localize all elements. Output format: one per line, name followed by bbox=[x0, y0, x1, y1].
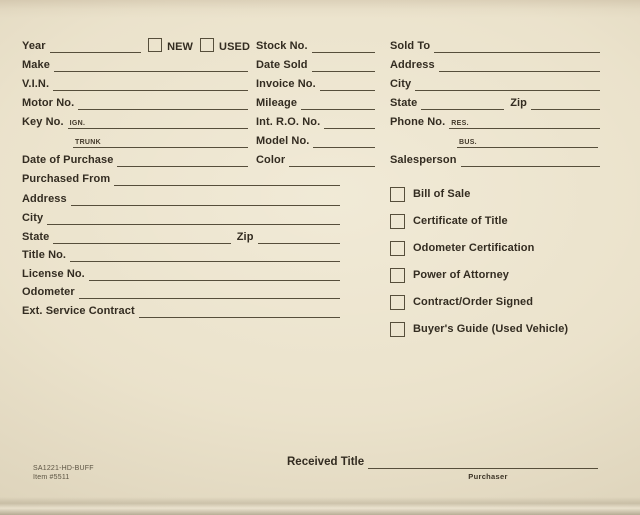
model-no-label: Model No. bbox=[256, 135, 310, 147]
buyer-state-input-line[interactable] bbox=[421, 95, 504, 110]
stock-no-label: Stock No. bbox=[256, 40, 308, 52]
field-row-color bbox=[256, 153, 375, 167]
field-row-make bbox=[22, 58, 248, 72]
buyer-state-label: State bbox=[390, 97, 418, 109]
power-of-attorney-checkbox[interactable] bbox=[390, 268, 405, 283]
odometer-certification-checkbox[interactable] bbox=[390, 241, 405, 256]
item-number: Item #5511 bbox=[33, 474, 70, 482]
title-no-input-line[interactable] bbox=[70, 247, 340, 262]
purchased-from-input-line[interactable] bbox=[114, 171, 340, 186]
phone-no-label: Phone No. bbox=[390, 116, 446, 128]
power-of-attorney-label: Power of Attorney bbox=[413, 269, 510, 281]
new-checkbox[interactable] bbox=[148, 38, 162, 52]
field-row-key-no-trunk bbox=[73, 134, 248, 148]
received-title-signature-line[interactable] bbox=[368, 453, 598, 469]
field-row-date-of-purchase bbox=[22, 153, 248, 167]
field-row-license-no bbox=[22, 267, 340, 281]
field-row-seller-city bbox=[22, 211, 340, 225]
contract-order-signed-checkbox[interactable] bbox=[390, 295, 405, 310]
make-input-line[interactable] bbox=[54, 57, 248, 72]
part-number: SA1221-HD-BUFF bbox=[33, 465, 94, 472]
envelope-bottom-edge bbox=[0, 497, 640, 515]
seller-city-input-line[interactable] bbox=[47, 210, 340, 225]
field-row-purchased-from bbox=[22, 172, 340, 186]
vin-label: V.I.N. bbox=[22, 78, 50, 90]
title-no-label: Title No. bbox=[22, 249, 67, 261]
received-title-label: Received Title bbox=[287, 456, 365, 468]
buyer-city-label: City bbox=[390, 78, 412, 90]
color-label: Color bbox=[256, 154, 286, 166]
int-ro-no-label: Int. R.O. No. bbox=[256, 116, 321, 128]
used-checkbox[interactable] bbox=[200, 38, 214, 52]
field-row-invoice-no bbox=[256, 77, 375, 91]
field-row-vin bbox=[22, 77, 248, 91]
license-no-label: License No. bbox=[22, 268, 85, 280]
model-no-input-line[interactable] bbox=[313, 133, 375, 148]
odometer-label: Odometer bbox=[22, 286, 75, 298]
field-row-key-no-ign bbox=[22, 115, 248, 129]
color-input-line[interactable] bbox=[289, 152, 375, 167]
checklist-row-certificate-of-title bbox=[390, 213, 508, 229]
buyer-city-input-line[interactable] bbox=[415, 76, 600, 91]
seller-state-input-line[interactable] bbox=[53, 229, 230, 244]
bill-of-sale-checkbox[interactable] bbox=[390, 187, 405, 202]
odometer-input-line[interactable] bbox=[79, 284, 340, 299]
seller-state-label: State bbox=[22, 231, 50, 243]
date-sold-label: Date Sold bbox=[256, 59, 308, 71]
field-row-stock-no bbox=[256, 39, 375, 53]
field-row-ext-service-contract bbox=[22, 304, 340, 318]
buyer-address-input-line[interactable] bbox=[439, 57, 600, 72]
date-sold-input-line[interactable] bbox=[312, 57, 375, 72]
field-row-date-sold bbox=[256, 58, 375, 72]
year-input-line[interactable] bbox=[50, 38, 141, 53]
ext-service-contract-label: Ext. Service Contract bbox=[22, 305, 135, 317]
ext-service-contract-input-line[interactable] bbox=[139, 303, 340, 318]
sold-to-label: Sold To bbox=[390, 40, 431, 52]
purchaser-caption: Purchaser bbox=[468, 472, 508, 481]
field-row-int-ro-no bbox=[256, 115, 375, 129]
salesperson-label: Salesperson bbox=[390, 154, 457, 166]
field-row-phone-res bbox=[390, 115, 600, 129]
field-row-seller-state-zip bbox=[22, 230, 340, 244]
field-row-mileage bbox=[256, 96, 375, 110]
seller-zip-label: Zip bbox=[236, 231, 254, 243]
checklist-row-power-of-attorney bbox=[390, 267, 509, 283]
used-checkbox-label: USED bbox=[219, 41, 250, 53]
checklist-row-bill-of-sale bbox=[390, 186, 470, 202]
stock-no-input-line[interactable] bbox=[312, 38, 375, 53]
phone-bus-input-line[interactable] bbox=[457, 133, 598, 148]
invoice-no-label: Invoice No. bbox=[256, 78, 316, 90]
mileage-input-line[interactable] bbox=[301, 95, 375, 110]
res-label: RES. bbox=[451, 120, 469, 127]
field-row-phone-bus bbox=[457, 134, 598, 148]
date-of-purchase-input-line[interactable] bbox=[117, 152, 248, 167]
trunk-label: TRUNK bbox=[75, 139, 101, 146]
license-no-input-line[interactable] bbox=[89, 266, 340, 281]
sold-to-input-line[interactable] bbox=[434, 38, 600, 53]
field-row-year bbox=[22, 39, 250, 53]
key-ign-input-line[interactable] bbox=[68, 114, 248, 129]
int-ro-no-input-line[interactable] bbox=[324, 114, 375, 129]
buyer-zip-input-line[interactable] bbox=[531, 95, 600, 110]
motor-no-input-line[interactable] bbox=[78, 95, 248, 110]
seller-zip-input-line[interactable] bbox=[258, 229, 340, 244]
certificate-of-title-label: Certificate of Title bbox=[413, 215, 508, 227]
buyers-guide-checkbox[interactable] bbox=[390, 322, 405, 337]
seller-city-label: City bbox=[22, 212, 44, 224]
seller-address-input-line[interactable] bbox=[71, 191, 340, 206]
field-row-odometer bbox=[22, 285, 340, 299]
salesperson-input-line[interactable] bbox=[461, 152, 600, 167]
field-row-model-no bbox=[256, 134, 375, 148]
field-row-buyer-address bbox=[390, 58, 600, 72]
field-row-title-no bbox=[22, 248, 340, 262]
year-label: Year bbox=[22, 40, 46, 52]
key-trunk-input-line[interactable] bbox=[73, 133, 248, 148]
checklist-row-odometer-certification bbox=[390, 240, 534, 256]
field-row-seller-address bbox=[22, 192, 340, 206]
invoice-no-input-line[interactable] bbox=[320, 76, 375, 91]
mileage-label: Mileage bbox=[256, 97, 298, 109]
seller-address-label: Address bbox=[22, 193, 67, 205]
field-row-buyer-city bbox=[390, 77, 600, 91]
form-part-number-block bbox=[33, 464, 94, 483]
contract-order-signed-label: Contract/Order Signed bbox=[413, 296, 534, 308]
ign-label: IGN. bbox=[69, 120, 86, 127]
bill-of-sale-label: Bill of Sale bbox=[413, 188, 471, 200]
field-row-sold-to bbox=[390, 39, 600, 53]
new-checkbox-label: NEW bbox=[167, 41, 194, 53]
buyers-guide-label: Buyer's Guide (Used Vehicle) bbox=[413, 323, 569, 335]
make-label: Make bbox=[22, 59, 50, 71]
field-row-salesperson bbox=[390, 153, 600, 167]
vin-input-line[interactable] bbox=[53, 76, 248, 91]
date-of-purchase-label: Date of Purchase bbox=[22, 154, 114, 166]
odometer-certification-label: Odometer Certification bbox=[413, 242, 535, 254]
certificate-of-title-checkbox[interactable] bbox=[390, 214, 405, 229]
motor-no-label: Motor No. bbox=[22, 97, 75, 109]
checklist-row-contract-order-signed bbox=[390, 294, 533, 310]
field-row-motor-no bbox=[22, 96, 248, 110]
field-row-received-title bbox=[287, 454, 598, 469]
purchased-from-label: Purchased From bbox=[22, 173, 111, 185]
field-row-buyer-state-zip bbox=[390, 96, 600, 110]
key-no-label: Key No. bbox=[22, 116, 64, 128]
bus-label: BUS. bbox=[459, 139, 477, 146]
phone-res-input-line[interactable] bbox=[449, 114, 600, 129]
checklist-row-buyers-guide bbox=[390, 321, 568, 337]
buyer-zip-label: Zip bbox=[510, 97, 527, 109]
buyer-address-label: Address bbox=[390, 59, 435, 71]
